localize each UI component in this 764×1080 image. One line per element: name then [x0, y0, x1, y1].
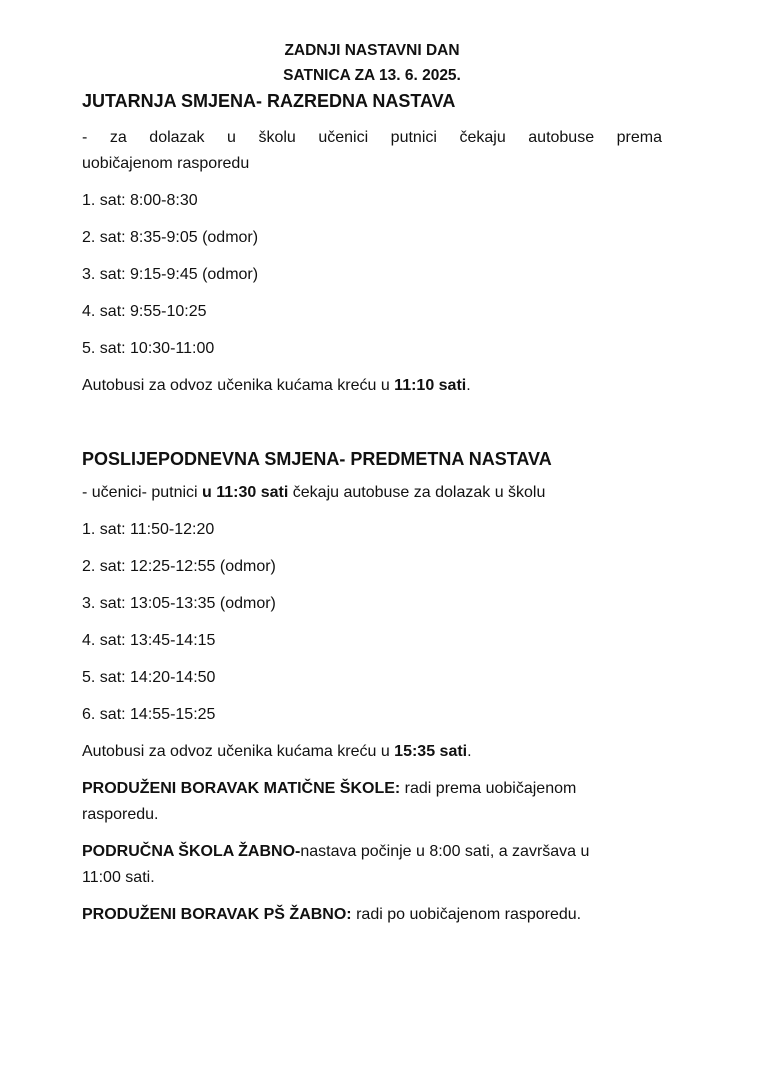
note-2-bold: PODRUČNA ŠKOLA ŽABNO-: [82, 843, 301, 860]
title-line-1: ZADNJI NASTAVNI DAN: [284, 42, 460, 59]
afternoon-bus-end: .: [467, 743, 472, 760]
afternoon-heading: POSLIJEPODNEVNA SMJENA- PREDMETNA NASTAVA: [82, 449, 552, 469]
note-extended-stay-main-school: [82, 776, 662, 828]
morning-heading: JUTARNJA SMJENA- RAZREDNA NASTAVA: [82, 91, 456, 111]
morning-period-4: 4. sat: 9:55-10:25: [82, 303, 207, 320]
morning-period-2: 2. sat: 8:35-9:05 (odmor): [82, 229, 259, 246]
afternoon-bus-departure: [82, 739, 662, 765]
afternoon-period-5: 5. sat: 14:20-14:50: [82, 669, 216, 686]
note-branch-school-zabno: [82, 839, 662, 891]
morning-period-5: 5. sat: 10:30-11:00: [82, 340, 215, 357]
morning-bus-departure: [82, 373, 662, 399]
note-2-line-2: 11:00 sati.: [82, 869, 155, 886]
note-1-line-1: radi prema uobičajenom: [400, 780, 577, 797]
morning-intro-line-1: - za dolazak u školu učenici putnici čekaju autobuse prema: [82, 129, 662, 146]
note-1-line-2: rasporedu.: [82, 806, 159, 823]
document-page: [82, 38, 662, 928]
morning-bus-time: 11:10 sati: [394, 377, 467, 394]
afternoon-period-3: 3. sat: 13:05-13:35 (odmor): [82, 595, 276, 612]
morning-intro-line-2: uobičajenom rasporedu: [82, 155, 250, 172]
note-extended-stay-ps-zabno: [82, 902, 662, 928]
morning-bus-end: .: [466, 377, 471, 394]
morning-bus-text: Autobusi za odvoz učenika kućama kreću u: [82, 377, 395, 394]
afternoon-bus-time: 15:35 sati: [394, 743, 468, 760]
morning-period-1: 1. sat: 8:00-8:30: [82, 192, 198, 209]
afternoon-intro-post: čekaju autobuse za dolazak u školu: [288, 484, 546, 501]
title-line-2: SATNICA ZA 13. 6. 2025.: [283, 67, 461, 84]
afternoon-intro-pre: - učenici- putnici: [82, 484, 203, 501]
note-3-line-1: radi po uobičajenom rasporedu.: [351, 906, 582, 923]
afternoon-period-1: 1. sat: 11:50-12:20: [82, 521, 215, 538]
morning-period-3: 3. sat: 9:15-9:45 (odmor): [82, 266, 259, 283]
afternoon-period-4: 4. sat: 13:45-14:15: [82, 632, 216, 649]
afternoon-intro-bold: u 11:30 sati: [202, 484, 289, 501]
morning-intro: [82, 125, 662, 177]
document-title: [82, 38, 662, 88]
afternoon-period-2: 2. sat: 12:25-12:55 (odmor): [82, 558, 276, 575]
note-2-line-1: nastava počinje u 8:00 sati, a završava u: [300, 843, 590, 860]
afternoon-intro: [82, 480, 662, 506]
note-3-bold: PRODUŽENI BORAVAK PŠ ŽABNO:: [82, 906, 352, 923]
afternoon-bus-text: Autobusi za odvoz učenika kućama kreću u: [82, 743, 395, 760]
afternoon-period-6: 6. sat: 14:55-15:25: [82, 706, 216, 723]
note-1-bold: PRODUŽENI BORAVAK MATIČNE ŠKOLE:: [82, 780, 401, 797]
